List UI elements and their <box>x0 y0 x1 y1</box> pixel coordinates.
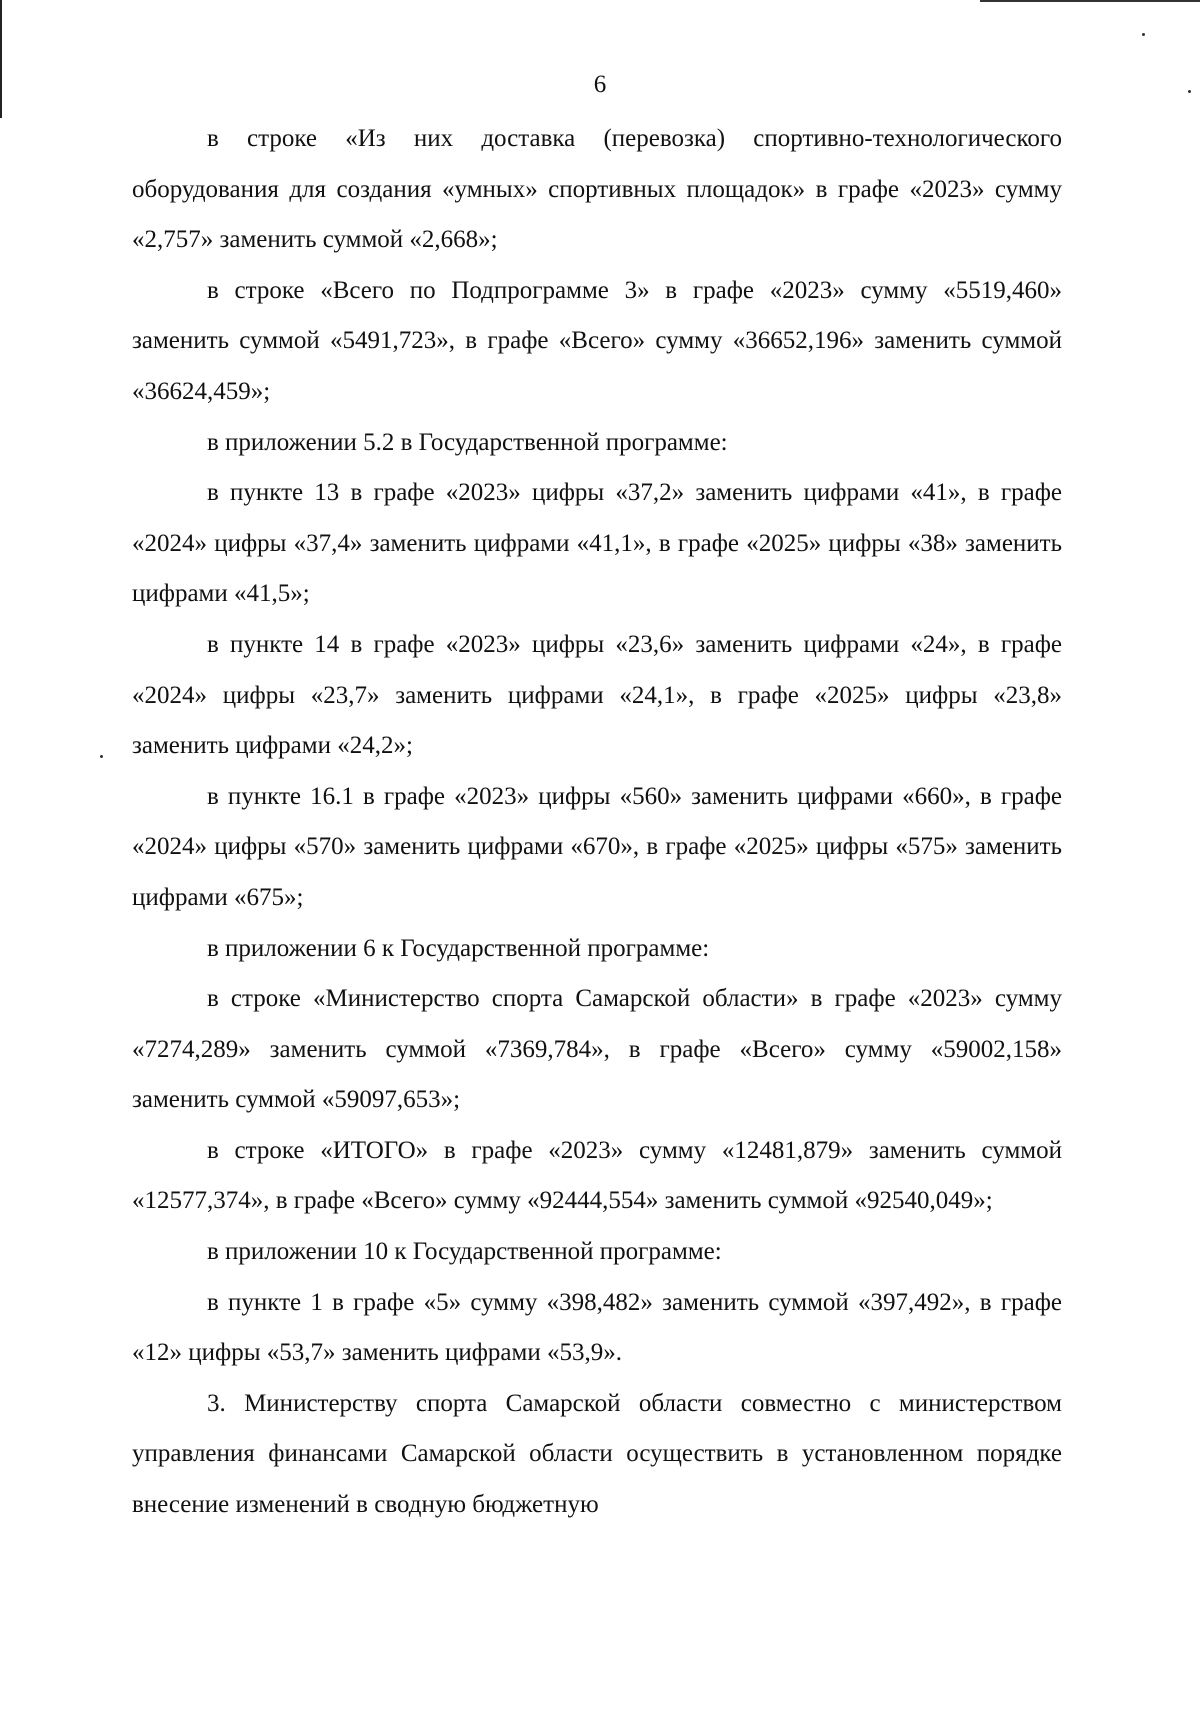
paragraph: в пункте 16.1 в графе «2023» цифры «560» заменить цифрами «660», в графе «2024» цифры «570» заменить цифрами «670», в графе «2025» цифры «575» заменить цифрами «675»; <box>132 782 1062 911</box>
scan-edge-top <box>980 0 1200 2</box>
paragraph: в пункте 13 в графе «2023» цифры «37,2» заменить цифрами «41», в графе «2024» цифры «37,4» заменить цифрами «41,1», в графе «2025» цифры «38» заменить цифрами «41,5»; <box>132 479 1062 608</box>
paragraph: в строке «ИТОГО» в графе «2023» сумму «12481,879» заменить суммой «12577,374», в графе «Всего» сумму «92444,554» заменить суммой «92540,049»; <box>132 1136 1062 1215</box>
paragraph: в строке «Из них доставка (перевозка) спортивно-технологического оборудования для создания «умных» спортивных площадок» в графе «2023» сумму «2,757» заменить суммой «2,668»; <box>132 125 1062 254</box>
paragraph: в строке «Министерство спорта Самарской области» в графе «2023» сумму «7274,289» заменить суммой «7369,784», в графе «Всего» сумму «59002,158» заменить суммой «59097,653»; <box>132 985 1062 1114</box>
document-body <box>132 114 1062 1531</box>
paragraph: в приложении 5.2 в Государственной программе: <box>207 428 728 456</box>
paragraph: в приложении 6 к Государственной программе: <box>207 934 710 962</box>
scan-speck <box>100 755 103 758</box>
scan-speck <box>1142 33 1145 36</box>
paragraph: в пункте 14 в графе «2023» цифры «23,6» заменить цифрами «24», в графе «2024» цифры «23,7» заменить цифрами «24,1», в графе «2025» цифры «23,8» заменить цифрами «24,2»; <box>132 630 1062 760</box>
paragraph: в приложении 10 к Государственной программе: <box>207 1238 722 1266</box>
paragraph: 3. Министерству спорта Самарской области совместно с министерством управления финансами Самарской области осуществить в установленном порядке внесение изменений в сводную бюджетную <box>132 1389 1062 1519</box>
page-number: 6 <box>593 71 607 98</box>
paragraph: в пункте 1 в графе «5» сумму «398,482» заменить суммой «397,492», в графе «12» цифры «53,7» заменить цифрами «53,9». <box>132 1288 1062 1367</box>
scan-edge-left <box>0 0 2 118</box>
paragraph: в строке «Всего по Подпрограмме 3» в графе «2023» сумму «5519,460» заменить суммой «5491,723», в графе «Всего» сумму «36652,196» заменить суммой «36624,459»; <box>132 276 1062 405</box>
